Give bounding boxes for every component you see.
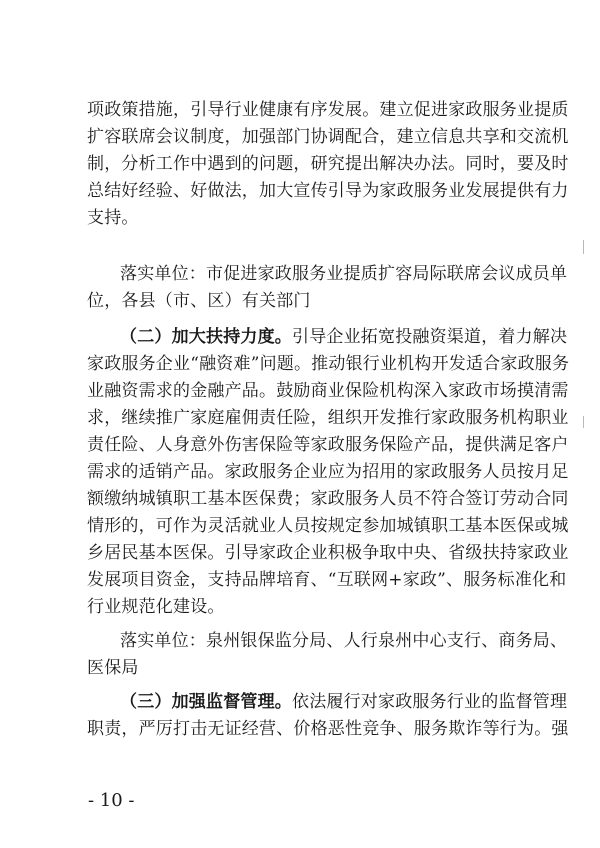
text-line: 支持。 [87, 208, 139, 228]
responsible-units-line: 医保局 [87, 658, 139, 678]
section-heading-line [120, 691, 567, 713]
text-line: 情形的，可作为灵活就业人员按规定参加城镇职工基本医保或城 [87, 516, 569, 536]
text-line: 需求的适销产品。家政服务企业应为招用的家政服务人员按月足 [87, 462, 569, 482]
scan-mark [583, 240, 584, 254]
responsible-units-line: 落实单位：市促进家政服务业提质扩容局际联席会议成员单 [120, 264, 568, 284]
text-span: 依法履行对家政服务行业的监督管理 [292, 692, 568, 712]
text-line: 项政策措施，引导行业健康有序发展。建立促进家政服务业提质 [87, 100, 569, 120]
scan-mark [583, 416, 584, 428]
responsible-units-line: 位，各县（市、区）有关部门 [87, 291, 311, 311]
text-line: 总结好经验、好做法，加大宣传引导为家政服务业发展提供有力 [87, 181, 569, 201]
text-line: 家政服务企业“融资难”问题。推动银行业机构开发适合家政服务 [87, 354, 570, 374]
text-line: 责任险、人身意外伤害保险等家政服务保险产品，提供满足客户 [87, 435, 569, 455]
text-line: 扩容联席会议制度，加强部门协调配合，建立信息共享和交流机 [87, 127, 569, 147]
text-line: 职责，严厉打击无证经营、价格恶性竞争、服务欺诈等行为。强 [87, 719, 569, 739]
text-line: 额缴纳城镇职工基本医保费；家政服务人员不符合签订劳动合同 [87, 489, 569, 509]
text-line: 发展项目资金，支持品牌培育、“互联网+家政”、服务标准化和 [87, 570, 567, 590]
section-heading: （二）加大扶持力度。 [120, 327, 292, 347]
text-line: 求，继续推广家庭雇佣责任险，组织开发推行家政服务机构职业 [87, 408, 569, 428]
text-line: 业融资需求的金融产品。鼓励商业保险机构深入家政市场摸清需 [87, 381, 569, 401]
text-line: 乡居民基本医保。引导家政企业积极争取中央、省级扶持家政业 [87, 543, 569, 563]
text-line: 行业规范化建设。 [87, 597, 225, 617]
responsible-units-line: 落实单位：泉州银保监分局、人行泉州中心支行、商务局、 [120, 631, 568, 651]
page-number: - 10 - [88, 790, 135, 811]
text-span: 引导企业拓宽投融资渠道，着力解决 [292, 327, 568, 347]
section-heading: （三）加强监督管理。 [120, 692, 292, 712]
section-heading-line [120, 326, 567, 348]
text-line: 制，分析工作中遇到的问题，研究提出解决办法。同时，要及时 [87, 154, 569, 174]
